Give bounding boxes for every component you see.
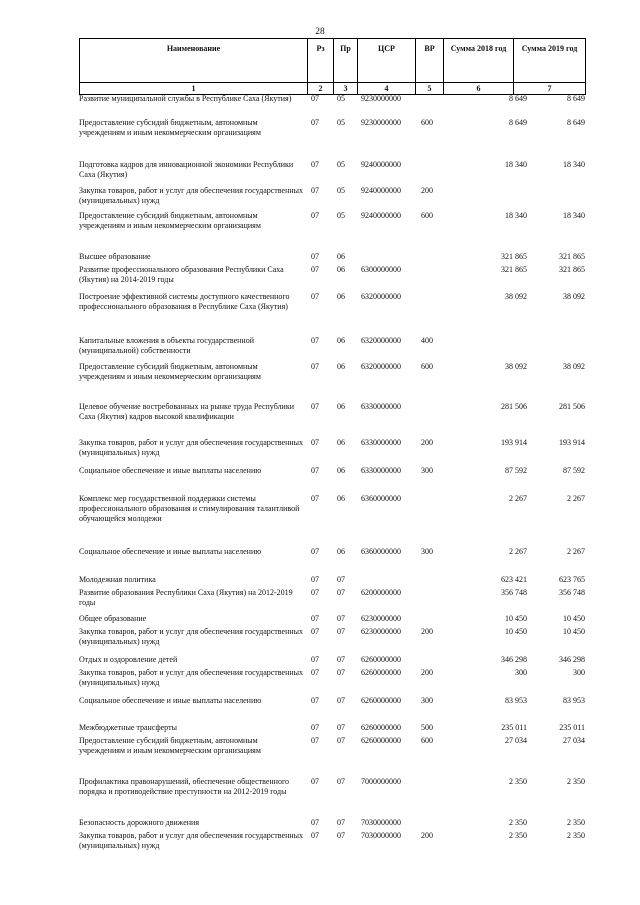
row-sum-2018: 2 267 xyxy=(509,547,527,556)
row-sum-2018: 8 649 xyxy=(509,94,527,103)
row-csr: 6330000000 xyxy=(361,466,401,475)
row-name: Комплекс мер государственной поддержки системы профессионального образования и стимулирования талантливой обучающейся молодежи xyxy=(79,494,300,523)
row-sum-2019: 235 011 xyxy=(559,723,585,732)
row-csr: 6260000000 xyxy=(361,723,401,732)
row-rz: 07 xyxy=(311,614,319,623)
row-name: Безопасность дорожного движения xyxy=(79,818,200,827)
row-name: Капитальные вложения в объекты государственной (муниципальной) собственности xyxy=(79,336,254,355)
row-pr: 07 xyxy=(337,696,345,705)
row-csr: 9240000000 xyxy=(361,160,401,169)
row-sum-2019: 8 649 xyxy=(567,94,585,103)
row-sum-2019: 2 267 xyxy=(567,494,585,503)
header-pr: Пр xyxy=(334,39,358,83)
row-vr: 200 xyxy=(421,831,433,840)
row-sum-2019: 193 914 xyxy=(559,438,585,447)
row-vr: 600 xyxy=(421,736,433,745)
row-rz: 07 xyxy=(311,438,319,447)
row-sum-2019: 83 953 xyxy=(563,696,585,705)
row-sum-2019: 2 350 xyxy=(567,818,585,827)
header-col-number: 7 xyxy=(514,83,586,95)
row-name: Развитие профессионального образования Республики Саха (Якутия) на 2014-2019 годы xyxy=(79,265,284,284)
row-rz: 07 xyxy=(311,723,319,732)
row-sum-2018: 38 092 xyxy=(505,292,527,301)
row-pr: 07 xyxy=(337,627,345,636)
row-vr: 600 xyxy=(421,211,433,220)
row-pr: 07 xyxy=(337,777,345,786)
row-pr: 05 xyxy=(337,94,345,103)
row-pr: 05 xyxy=(337,160,345,169)
row-name: Межбюджетные трансферты xyxy=(79,723,177,732)
row-rz: 07 xyxy=(311,655,319,664)
header-col-number: 2 xyxy=(308,83,334,95)
row-name: Предоставление субсидий бюджетным, автономным учреждениям и иным некоммерческим организациям xyxy=(79,118,261,137)
row-rz: 07 xyxy=(311,466,319,475)
table-header xyxy=(79,38,585,92)
row-rz: 07 xyxy=(311,160,319,169)
header-rz: Рз xyxy=(308,39,334,83)
row-sum-2019: 10 450 xyxy=(563,614,585,623)
row-sum-2018: 321 865 xyxy=(501,265,527,274)
row-sum-2018: 193 914 xyxy=(501,438,527,447)
row-pr: 05 xyxy=(337,186,345,195)
header-vr: ВР xyxy=(416,39,444,83)
row-sum-2019: 18 340 xyxy=(563,211,585,220)
row-rz: 07 xyxy=(311,668,319,677)
row-sum-2019: 8 649 xyxy=(567,118,585,127)
row-csr: 6230000000 xyxy=(361,614,401,623)
row-sum-2018: 2 267 xyxy=(509,494,527,503)
header-col-number: 4 xyxy=(358,83,416,95)
row-csr: 6200000000 xyxy=(361,588,401,597)
row-name: Закупка товаров, работ и услуг для обеспечения государственных (муниципальных) нужд xyxy=(79,186,304,205)
row-name: Профилактика правонарушений, обеспечение общественного порядка и противодействие преступности на 2012-2019 годы xyxy=(79,777,290,796)
row-sum-2019: 356 748 xyxy=(559,588,585,597)
row-name: Целевое обучение востребованных на рынке труда Республики Саха (Якутия) кадров высокой квалификации xyxy=(79,402,295,421)
row-rz: 07 xyxy=(311,575,319,584)
row-sum-2019: 321 865 xyxy=(559,265,585,274)
row-vr: 400 xyxy=(421,336,433,345)
row-sum-2018: 8 649 xyxy=(509,118,527,127)
row-rz: 07 xyxy=(311,831,319,840)
row-rz: 07 xyxy=(311,211,319,220)
row-rz: 07 xyxy=(311,777,319,786)
row-name: Предоставление субсидий бюджетным, автономным учреждениям и иным некоммерческим организациям xyxy=(79,362,261,381)
row-csr: 9230000000 xyxy=(361,118,401,127)
row-sum-2019: 27 034 xyxy=(563,736,585,745)
row-csr: 6320000000 xyxy=(361,292,401,301)
row-pr: 06 xyxy=(337,438,345,447)
row-sum-2018: 2 350 xyxy=(509,818,527,827)
row-sum-2019: 38 092 xyxy=(563,362,585,371)
row-csr: 6260000000 xyxy=(361,655,401,664)
row-vr: 300 xyxy=(421,696,433,705)
row-name: Закупка товаров, работ и услуг для обеспечения государственных (муниципальных) нужд xyxy=(79,438,304,457)
page-number: 28 xyxy=(315,27,325,37)
row-vr: 200 xyxy=(421,668,433,677)
header-col-number: 3 xyxy=(334,83,358,95)
row-sum-2019: 18 340 xyxy=(563,160,585,169)
row-pr: 07 xyxy=(337,668,345,677)
row-pr: 07 xyxy=(337,831,345,840)
row-sum-2018: 623 421 xyxy=(501,575,527,584)
row-rz: 07 xyxy=(311,627,319,636)
row-sum-2018: 321 865 xyxy=(501,252,527,261)
row-pr: 07 xyxy=(337,818,345,827)
row-csr: 6260000000 xyxy=(361,668,401,677)
row-rz: 07 xyxy=(311,362,319,371)
row-name: Отдых и оздоровление детей xyxy=(79,655,178,664)
row-rz: 07 xyxy=(311,736,319,745)
row-sum-2018: 356 748 xyxy=(501,588,527,597)
row-name: Социальное обеспечение и иные выплаты населению xyxy=(79,696,262,705)
row-vr: 200 xyxy=(421,627,433,636)
row-pr: 05 xyxy=(337,118,345,127)
row-sum-2018: 300 xyxy=(515,668,527,677)
row-pr: 07 xyxy=(337,736,345,745)
row-pr: 07 xyxy=(337,614,345,623)
row-rz: 07 xyxy=(311,588,319,597)
row-rz: 07 xyxy=(311,494,319,503)
row-name: Закупка товаров, работ и услуг для обеспечения государственных (муниципальных) нужд xyxy=(79,668,304,687)
row-sum-2019: 2 267 xyxy=(567,547,585,556)
row-sum-2018: 235 011 xyxy=(501,723,527,732)
row-vr: 300 xyxy=(421,547,433,556)
row-name: Развитие образования Республики Саха (Якутия) на 2012-2019 годы xyxy=(79,588,293,607)
row-pr: 06 xyxy=(337,547,345,556)
row-rz: 07 xyxy=(311,818,319,827)
header-sum-2019: Сумма 2019 год xyxy=(514,39,586,83)
row-pr: 06 xyxy=(337,494,345,503)
row-sum-2018: 83 953 xyxy=(505,696,527,705)
row-sum-2018: 2 350 xyxy=(509,777,527,786)
row-name: Построение эффективной системы доступного качественного профессионального образования в Республике Саха (Якутия) xyxy=(79,292,290,311)
row-rz: 07 xyxy=(311,94,319,103)
row-sum-2019: 346 298 xyxy=(559,655,585,664)
row-sum-2018: 87 592 xyxy=(505,466,527,475)
row-pr: 06 xyxy=(337,336,345,345)
row-name: Социальное обеспечение и иные выплаты населению xyxy=(79,466,262,475)
row-pr: 06 xyxy=(337,292,345,301)
row-vr: 200 xyxy=(421,438,433,447)
row-pr: 06 xyxy=(337,466,345,475)
row-sum-2018: 38 092 xyxy=(505,362,527,371)
row-vr: 500 xyxy=(421,723,433,732)
row-rz: 07 xyxy=(311,118,319,127)
row-pr: 07 xyxy=(337,575,345,584)
row-sum-2018: 18 340 xyxy=(505,211,527,220)
row-rz: 07 xyxy=(311,186,319,195)
header-name: Наименование xyxy=(80,39,308,83)
row-pr: 06 xyxy=(337,252,345,261)
row-pr: 05 xyxy=(337,211,345,220)
row-sum-2018: 18 340 xyxy=(505,160,527,169)
row-sum-2019: 87 592 xyxy=(563,466,585,475)
row-csr: 6320000000 xyxy=(361,336,401,345)
row-sum-2018: 281 506 xyxy=(501,402,527,411)
row-sum-2018: 10 450 xyxy=(505,627,527,636)
row-csr: 7030000000 xyxy=(361,831,401,840)
row-pr: 06 xyxy=(337,265,345,274)
row-name: Предоставление субсидий бюджетным, автономным учреждениям и иным некоммерческим организациям xyxy=(79,736,261,755)
row-csr: 6360000000 xyxy=(361,547,401,556)
row-rz: 07 xyxy=(311,265,319,274)
row-csr: 9240000000 xyxy=(361,211,401,220)
row-sum-2019: 321 865 xyxy=(559,252,585,261)
header-csr: ЦСР xyxy=(358,39,416,83)
row-vr: 600 xyxy=(421,118,433,127)
row-sum-2018: 2 350 xyxy=(509,831,527,840)
row-csr: 6360000000 xyxy=(361,494,401,503)
row-sum-2019: 623 765 xyxy=(559,575,585,584)
row-name: Общее образование xyxy=(79,614,147,623)
row-csr: 6230000000 xyxy=(361,627,401,636)
row-csr: 6330000000 xyxy=(361,402,401,411)
row-vr: 200 xyxy=(421,186,433,195)
row-rz: 07 xyxy=(311,547,319,556)
row-rz: 07 xyxy=(311,696,319,705)
row-sum-2019: 300 xyxy=(573,668,585,677)
row-name: Социальное обеспечение и иные выплаты населению xyxy=(79,547,262,556)
row-rz: 07 xyxy=(311,402,319,411)
row-sum-2018: 27 034 xyxy=(505,736,527,745)
row-sum-2019: 2 350 xyxy=(567,831,585,840)
row-rz: 07 xyxy=(311,292,319,301)
row-name: Предоставление субсидий бюджетным, автономным учреждениям и иным некоммерческим организациям xyxy=(79,211,261,230)
row-pr: 07 xyxy=(337,655,345,664)
row-pr: 07 xyxy=(337,723,345,732)
row-pr: 06 xyxy=(337,402,345,411)
row-pr: 07 xyxy=(337,588,345,597)
row-sum-2018: 346 298 xyxy=(501,655,527,664)
row-csr: 6260000000 xyxy=(361,696,401,705)
row-rz: 07 xyxy=(311,336,319,345)
header-col-number: 5 xyxy=(416,83,444,95)
row-csr: 6260000000 xyxy=(361,736,401,745)
row-sum-2019: 10 450 xyxy=(563,627,585,636)
row-vr: 600 xyxy=(421,362,433,371)
row-sum-2019: 38 092 xyxy=(563,292,585,301)
row-sum-2018: 10 450 xyxy=(505,614,527,623)
header-sum-2018: Сумма 2018 год xyxy=(444,39,514,83)
row-csr: 6320000000 xyxy=(361,362,401,371)
header-col-number: 6 xyxy=(444,83,514,95)
row-rz: 07 xyxy=(311,252,319,261)
row-name: Закупка товаров, работ и услуг для обеспечения государственных (муниципальных) нужд xyxy=(79,627,304,646)
row-name: Подготовка кадров для инновационной экономики Республики Саха (Якутия) xyxy=(79,160,294,179)
row-sum-2019: 281 506 xyxy=(559,402,585,411)
row-csr: 9230000000 xyxy=(361,94,401,103)
row-csr: 6330000000 xyxy=(361,438,401,447)
row-name: Высшее образование xyxy=(79,252,151,261)
row-vr: 300 xyxy=(421,466,433,475)
row-name: Закупка товаров, работ и услуг для обеспечения государственных (муниципальных) нужд xyxy=(79,831,304,850)
row-csr: 6300000000 xyxy=(361,265,401,274)
row-name: Молодежная политика xyxy=(79,575,156,584)
header-col-number: 1 xyxy=(80,83,308,95)
row-csr: 7000000000 xyxy=(361,777,401,786)
row-csr: 9240000000 xyxy=(361,186,401,195)
row-name: Развитие муниципальной службы в Республике Саха (Якутия) xyxy=(79,94,292,103)
row-csr: 7030000000 xyxy=(361,818,401,827)
row-pr: 06 xyxy=(337,362,345,371)
row-sum-2019: 2 350 xyxy=(567,777,585,786)
